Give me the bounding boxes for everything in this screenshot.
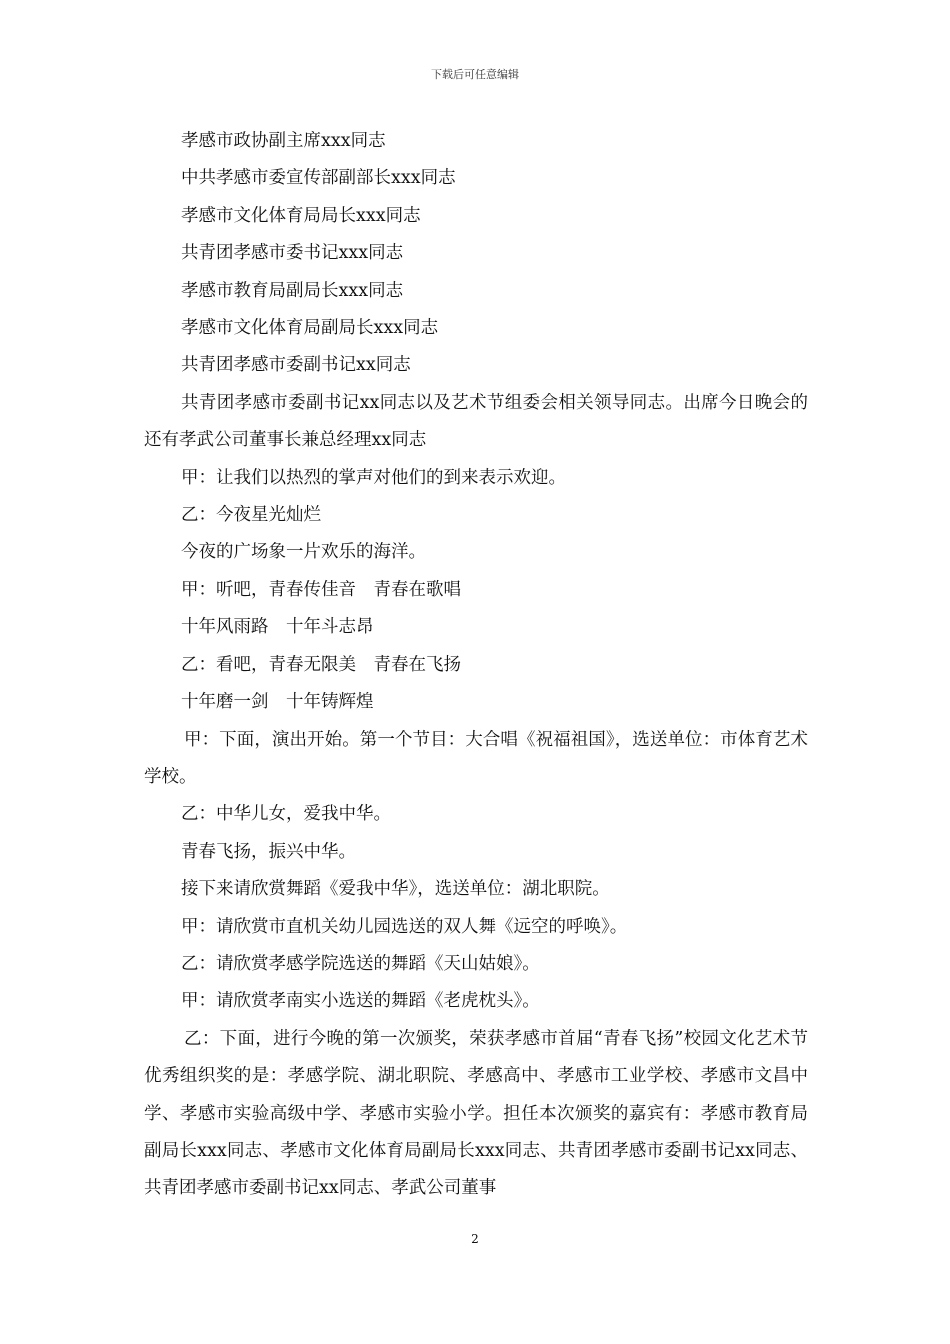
paragraph: 乙：今夜星光灿烂 (181, 505, 321, 526)
paragraph: 乙：看吧，青春无限美 青春在飞扬 (181, 654, 461, 675)
paragraph: 共青团孝感市委副书记xx同志以及艺术节组委会相关领导同志。出席今日晚会的还有孝武公司董事长兼总经理xx同志 (144, 392, 808, 451)
paragraph: 乙：下面，进行今晚的第一次颁奖，荣获孝感市首届“青春飞扬”校园文化艺术节优秀组织奖的是：孝感学院、湖北职院、孝感高中、孝感市工业学校、孝感市文昌中学、孝感市实验高级中学、孝感市实验小学。担任本次颁奖的嘉宾有：孝感市教育局副局长xxx同志、孝感市文化体育局副局长xxx同志、共青团孝感市委副书记xx同志、共青团孝感市委副书记xx同志、孝武公司董事 (144, 1028, 808, 1199)
paragraph: 十年磨一剑 十年铸辉煌 (181, 692, 374, 713)
page-header: 下载后可任意编辑 (431, 68, 519, 81)
paragraph: 甲：听吧，青春传佳音 青春在歌唱 (181, 579, 461, 600)
paragraph: 孝感市政协副主席xxx同志 (181, 131, 386, 151)
paragraph: 青春飞扬，振兴中华。 (181, 841, 356, 862)
paragraph: 孝感市教育局副局长xxx同志 (181, 280, 404, 301)
paragraph: 孝感市文化体育局副局长xxx同志 (181, 318, 439, 339)
paragraph: 孝感市文化体育局局长xxx同志 (181, 205, 421, 226)
paragraph: 今夜的广场象一片欢乐的海洋。 (181, 542, 426, 563)
paragraph: 中共孝感市委宣传部副部长xxx同志 (181, 168, 456, 189)
paragraph: 接下来请欣赏舞蹈《爱我中华》，选送单位：湖北职院。 (181, 879, 610, 900)
paragraph: 甲：下面，演出开始。第一个节目：大合唱《祝福祖国》，选送单位：市体育艺术学校。 (144, 729, 808, 787)
paragraph: 甲：请欣赏市直机关幼儿园选送的双人舞《远空的呼唤》。 (181, 916, 628, 937)
paragraph: 乙：中华儿女，爱我中华。 (181, 804, 391, 825)
paragraph: 十年风雨路 十年斗志昂 (181, 617, 374, 638)
page-number: 2 (471, 1232, 479, 1246)
paragraph: 甲：请欣赏孝南实小选送的舞蹈《老虎枕头》。 (181, 991, 540, 1012)
paragraph: 共青团孝感市委书记xxx同志 (181, 243, 404, 264)
paragraph: 乙：请欣赏孝感学院选送的舞蹈《天山姑娘》。 (181, 953, 540, 974)
paragraph: 甲：让我们以热烈的掌声对他们的到来表示欢迎。 (181, 467, 566, 488)
paragraph: 共青团孝感市委副书记xx同志 (181, 355, 411, 376)
document-body (144, 123, 808, 1208)
